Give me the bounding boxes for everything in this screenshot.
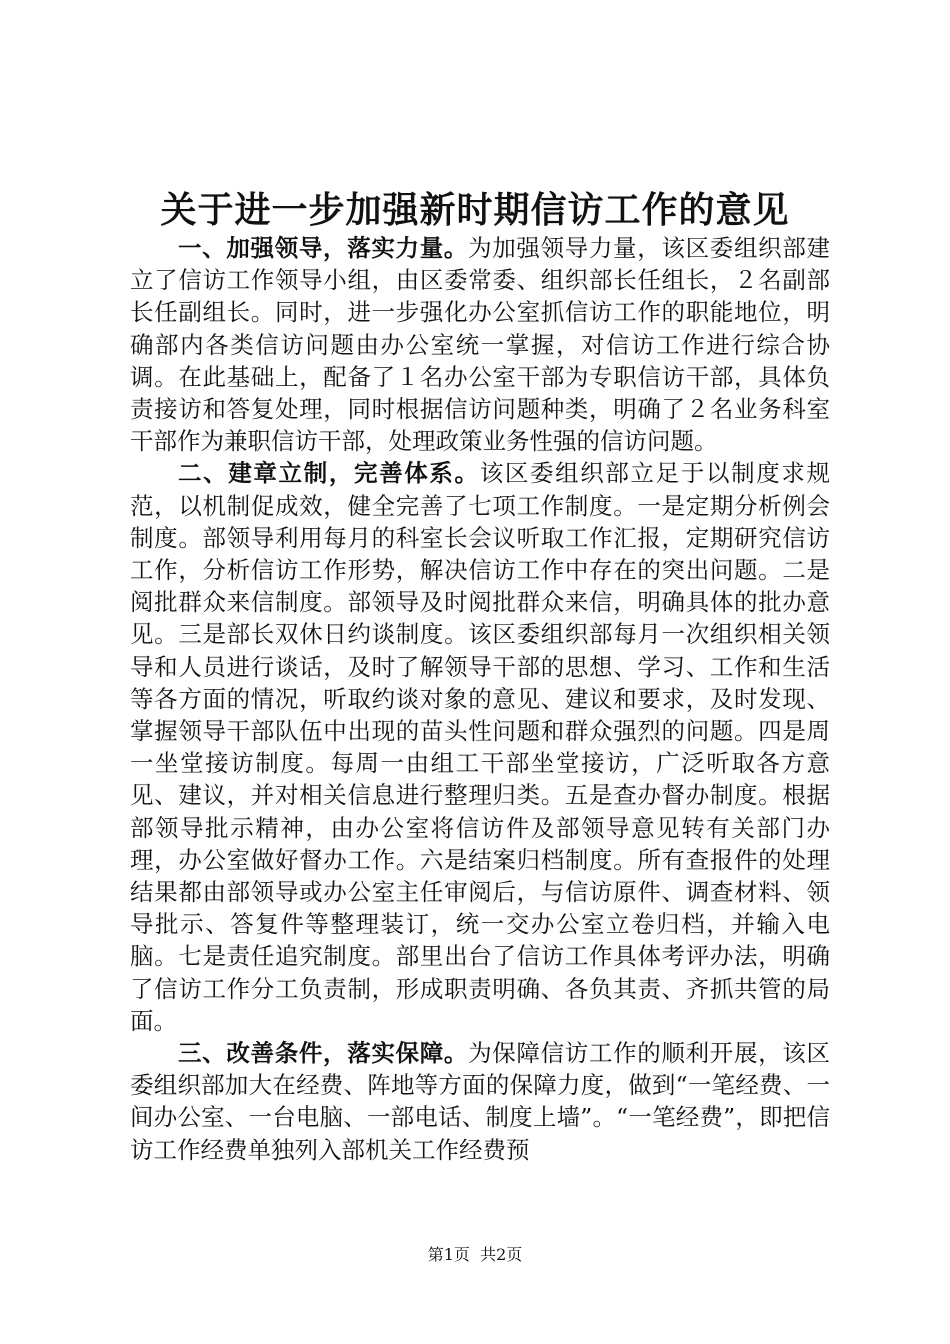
- paragraph-3-heading: 三、改善条件，落实保障。: [178, 1039, 469, 1068]
- paragraph-2: [130, 457, 830, 1037]
- paragraph-1: [130, 232, 830, 457]
- page-footer: [0, 1244, 950, 1266]
- footer-spacer: [470, 1245, 480, 1264]
- page-total: 共2页: [480, 1245, 523, 1264]
- paragraph-2-text: 该区委组织部立足于以制度求规范，以机制促成效，健全完善了七项工作制度。一是定期分析例会制度。部领导利用每月的科室长会议听取工作汇报，定期研究信访工作，分析信访工作形势，解决信访工作中存在的突出问题。二是阅批群众来信制度。部领导及时阅批群众来信，明确具体的批办意见。三是部长双休日约谈制度。该区委组织部每月一次组织相关领导和人员进行谈话，及时了解领导干部的思想、学习、工作和生活等各方面的情况，听取约谈对象的意见、建议和要求，及时发现、掌握领导干部队伍中出现的苗头性问题和群众强烈的问题。四是周一坐堂接访制度。每周一由组工干部坐堂接访，广泛听取各方意见、建议，并对相关信息进行整理归类。五是查办督办制度。根据部领导批示精神，由办公室将信访件及部领导意见转有关部门办理，办公室做好督办工作。六是结案归档制度。所有查报件的处理结果都由部领导或办公室主任审阅后，与信访原件、调查材料、领导批示、答复件等整理装订，统一交办公室立卷归档，并输入电脑。七是责任追究制度。部里出台了信访工作具体考评办法，明确了信访工作分工负责制，形成职责明确、各负其责、齐抓共管的局面。: [130, 459, 831, 1035]
- page-number: 第1页: [427, 1245, 470, 1264]
- paragraph-2-heading: 二、建章立制，完善体系。: [178, 459, 480, 488]
- document-body: [130, 232, 830, 1166]
- paragraph-1-heading: 一、加强领导，落实力量。: [178, 234, 469, 262]
- paragraph-3: [130, 1037, 830, 1166]
- paragraph-3-text: 为保障信访工作的顺利开展，该区委组织部加大在经费、阵地等方面的保障力度，做到“一笔经费、一间办公室、一台电脑、一部电话、制度上墙”。“一笔经费”，即把信访工作经费单独列入部机关工作经费预: [130, 1039, 831, 1164]
- page-title: 关于进一步加强新时期信访工作的意见: [160, 189, 790, 231]
- paragraph-1-text: 为加强领导力量，该区委组织部建立了信访工作领导小组，由区委常委、组织部长任组长，２名副部长任副组长。同时，进一步强化办公室抓信访工作的职能地位，明确部内各类信访问题由办公室统一掌握，对信访工作进行综合协调。在此基础上，配备了１名办公室干部为专职信访干部，具体负责接访和答复处理，同时根据信访问题种类，明确了２名业务科室干部作为兼职信访干部，处理政策业务性强的信访问题。: [130, 234, 831, 456]
